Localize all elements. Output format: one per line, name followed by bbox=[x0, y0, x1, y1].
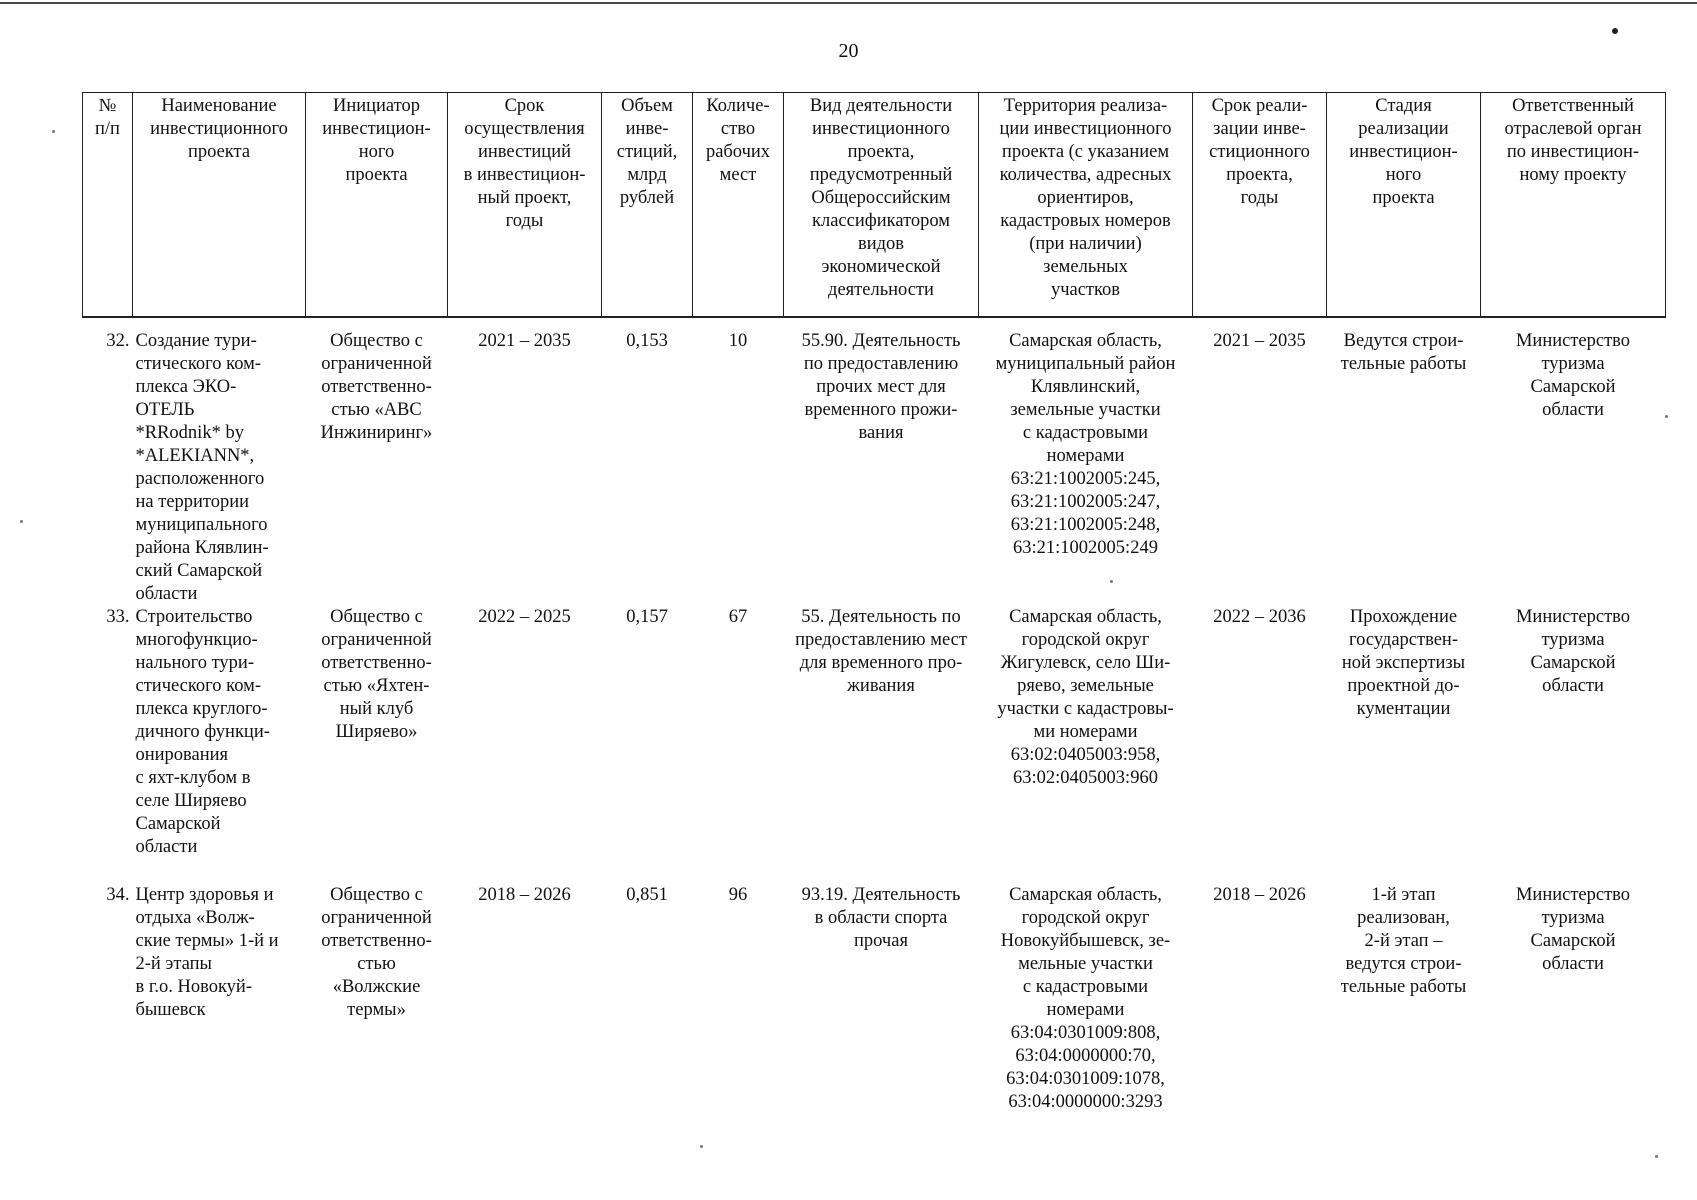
project-name: Строительство многофункцио- нального тури- стического ком- плекса круглого- дичного функци- онирования с яхт-клубом в селе Ширяево Самарской области bbox=[135, 607, 270, 857]
header-jobs: Количе- ство рабочих мест bbox=[693, 93, 784, 318]
jobs-count: 10 bbox=[728, 331, 748, 351]
responsible-body: Министерство туризма Самарской области bbox=[1515, 331, 1631, 420]
project-stage: Ведутся строи- тельные работы bbox=[1340, 331, 1467, 374]
header-implementation-period: Срок реали- зации инве- стиционного проекта, годы bbox=[1193, 93, 1327, 318]
scan-speck bbox=[1612, 28, 1618, 34]
project-name: Центр здоровья и отдыха «Волж- ские термы» 1-й и 2-й этапы в г.о. Новокуй- бышевск bbox=[135, 885, 279, 1020]
header-responsible-body: Ответственный отраслевой орган по инвестицион- ному проекту bbox=[1481, 93, 1666, 318]
table-row bbox=[83, 606, 1666, 884]
scan-speck bbox=[52, 130, 55, 133]
project-name: Создание тури- стического ком- плекса ЭКО- ОТЕЛЬ *RRodnik* by *ALEKIANN*, расположенного на территории муниципального района Клявлин- ский Самарской области bbox=[135, 331, 269, 604]
territory: Самарская область, городской округ Новокуйбышевск, зе- мельные участки с кадастровыми номерами 63:04:0301009:808, 63:04:0000000:70, 63:04:0301009:1078, 63:04:0000000:3293 bbox=[1000, 885, 1171, 1112]
project-stage: Прохождение государствен- ной экспертизы проектной до- кументации bbox=[1341, 607, 1466, 719]
header-initiator: Инициатор инвестицион- ного проекта bbox=[306, 93, 448, 318]
header-number: № п/п bbox=[83, 93, 133, 318]
activity-type: 93.19. Деятельность в области спорта прочая bbox=[801, 885, 961, 951]
investment-projects-table bbox=[82, 92, 1666, 1114]
scan-speck bbox=[20, 520, 23, 523]
investment-period: 2022 – 2025 bbox=[478, 607, 571, 627]
jobs-count: 67 bbox=[728, 607, 748, 627]
territory: Самарская область, муниципальный район Клявлинский, земельные участки с кадастровыми номерами 63:21:1002005:245, 63:21:1002005:247, 63:21:1002005:248, 63:21:1002005:249 bbox=[995, 331, 1176, 558]
implementation-period: 2022 – 2036 bbox=[1213, 607, 1306, 627]
header-investment-volume: Объем инве- стиций, млрд рублей bbox=[602, 93, 693, 318]
header-territory: Территория реализа- ции инвестиционного проекта (с указанием количества, адресных ориентиров, кадастровых номеров (при наличии) земельных участков bbox=[979, 93, 1193, 318]
scan-speck bbox=[1655, 1155, 1658, 1158]
scan-speck bbox=[700, 1145, 703, 1148]
header-stage: Стадия реализации инвестицион- ного проекта bbox=[1327, 93, 1481, 318]
table-row bbox=[83, 317, 1666, 606]
responsible-body: Министерство туризма Самарской области bbox=[1515, 607, 1631, 696]
table-header-row bbox=[83, 93, 1666, 318]
header-project-name: Наименование инвестиционного проекта bbox=[133, 93, 306, 318]
table-row bbox=[83, 884, 1666, 1114]
top-rule bbox=[0, 2, 1697, 4]
project-initiator: Общество с ограниченной ответственно- стью «Яхтен- ный клуб Ширяево» bbox=[321, 607, 432, 742]
investment-period: 2021 – 2035 bbox=[478, 331, 571, 351]
implementation-period: 2018 – 2026 bbox=[1213, 885, 1306, 905]
row-number: 32. bbox=[106, 331, 130, 351]
activity-type: 55.90. Деятельность по предоставлению прочих мест для временного прожи- вания bbox=[801, 331, 961, 443]
investment-period: 2018 – 2026 bbox=[478, 885, 571, 905]
project-stage: 1-й этап реализован, 2-й этап – ведутся строи- тельные работы bbox=[1340, 885, 1467, 997]
activity-type: 55. Деятельность по предоставлению мест для временного про- живания bbox=[795, 607, 967, 696]
row-number: 34. bbox=[106, 885, 130, 905]
investment-volume: 0,153 bbox=[626, 331, 668, 351]
jobs-count: 96 bbox=[728, 885, 748, 905]
investment-volume: 0,157 bbox=[626, 607, 668, 627]
project-initiator: Общество с ограниченной ответственно- стью «Волжские термы» bbox=[321, 885, 432, 1020]
investment-volume: 0,851 bbox=[626, 885, 668, 905]
implementation-period: 2021 – 2035 bbox=[1213, 331, 1306, 351]
project-initiator: Общество с ограниченной ответственно- стью «АВС Инжиниринг» bbox=[320, 331, 433, 443]
row-number: 33. bbox=[106, 607, 130, 627]
territory: Самарская область, городской округ Жигулевск, село Ши- ряево, земельные участки с кадастровы- ми номерами 63:02:0405003:958, 63:02:0405003:960 bbox=[997, 607, 1174, 788]
responsible-body: Министерство туризма Самарской области bbox=[1515, 885, 1631, 974]
header-activity-type: Вид деятельности инвестиционного проекта, предусмотренный Общероссийским классификатором видов экономической деятельности bbox=[784, 93, 979, 318]
page-number: 20 bbox=[838, 40, 859, 62]
header-investment-period: Срок осуществления инвестиций в инвестицион- ный проект, годы bbox=[448, 93, 602, 318]
